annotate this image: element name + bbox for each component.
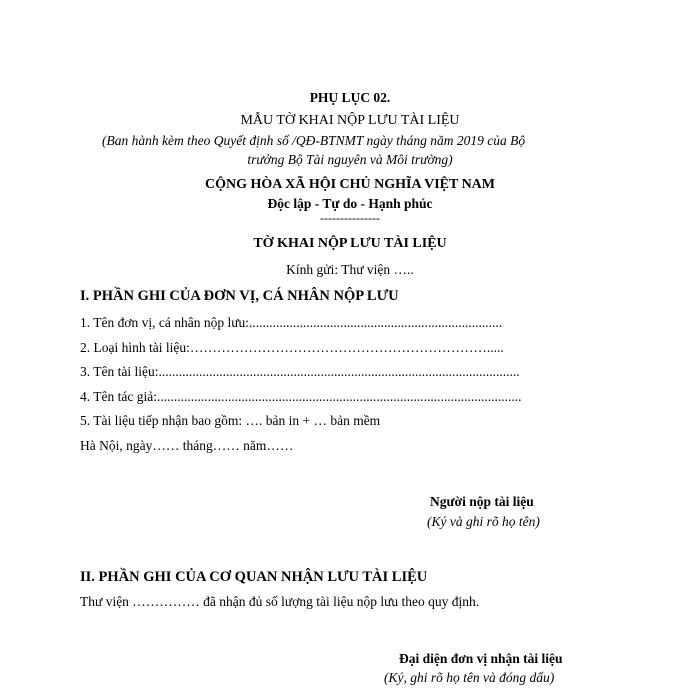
appendix-title: PHỤ LỤC 02.: [309, 90, 391, 105]
decision-line-1: (Ban hành kèm theo Quyết định số /QĐ-BTNMT ngày tháng năm 2019 của Bộ: [102, 133, 526, 148]
motto-divider: ---------------: [320, 211, 380, 225]
section-1-heading: I. PHẦN GHI CỦA ĐƠN VỊ, CÁ NHÂN NỘP LƯU: [80, 288, 399, 304]
submitter-signature-note: (Ký và ghi rõ họ tên): [427, 514, 540, 529]
field-received-items: 5. Tài liệu tiếp nhận bao gồm: …. bản in + … bản mềm: [80, 413, 381, 428]
receiver-signature-note: (Ký, ghi rõ họ tên và đóng dấu): [384, 670, 555, 685]
form-template-title: MẪU TỜ KHAI NỘP LƯU TÀI LIỆU: [240, 113, 460, 128]
country-name: CỘNG HÒA XÃ HỘI CHỦ NGHĨA VIỆT NAM: [204, 177, 495, 192]
date-line: Hà Nội, ngày…… tháng…… năm……: [80, 438, 294, 453]
submitter-signature-title: Người nộp tài liệu: [430, 494, 534, 509]
motto: Độc lập - Tự do - Hạnh phúc: [267, 196, 433, 211]
section-2-heading: II. PHẦN GHI CỦA CƠ QUAN NHẬN LƯU TÀI LIỆU: [80, 569, 428, 585]
addressee: Kính gửi: Thư viện …..: [286, 262, 414, 277]
field-submitter-name: 1. Tên đơn vị, cá nhân nộp lưu:...........................................................................: [80, 315, 503, 330]
field-document-type: 2. Loại hình tài liệu:………………………………………………………….....: [80, 340, 504, 355]
receiver-signature-title: Đại diện đơn vị nhận tài liệu: [399, 651, 563, 666]
receipt-statement: Thư viện …………… đã nhận đủ số lượng tài liệu nộp lưu theo quy định.: [80, 594, 480, 609]
form-title: TỜ KHAI NỘP LƯU TÀI LIỆU: [253, 236, 447, 251]
decision-line-2: trưởng Bộ Tài nguyên và Môi trường): [247, 152, 453, 167]
field-document-name: 3. Tên tài liệu:...........................................................................................................: [80, 364, 520, 379]
field-author-name: 4. Tên tác giả:............................................................................................................: [80, 389, 522, 404]
